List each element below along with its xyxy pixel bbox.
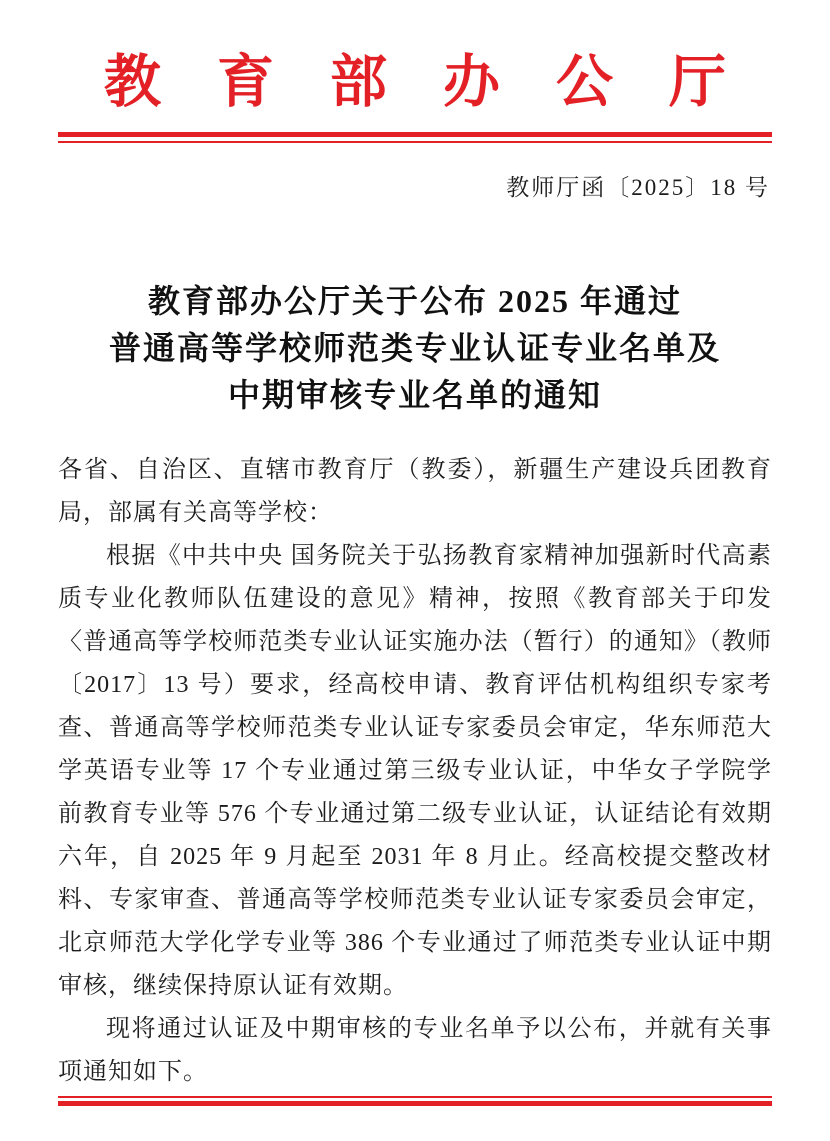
letterhead-org-name: 教育部办公厅	[104, 51, 782, 114]
document-title-line-2: 普通高等学校师范类专业认证专业名单及	[108, 330, 721, 367]
document-title-line-3: 中期审核专业名单的通知	[227, 377, 602, 414]
body-paragraph-2: 现将通过认证及中期审核的专业名单予以公布，并就有关事项通知如下。	[58, 1016, 772, 1086]
divider-thin-line	[58, 141, 772, 143]
body-paragraph-1: 根据《中共中央 国务院关于弘扬教育家精神加强新时代高素质专业化教师队伍建设的意见》精神，按照《教育部关于印发〈普通高等学校师范类专业认证实施办法（暂行）的通知》（教师〔2017〕13 号）要求，经高校申请、教育评估机构组织专家考查、普通高等学校师范类专业认证专家委员会审定，华东师范大学英语专业等 17 个专业通过第三级专业认证，中华女子学院学前教育专业等 576 个专业通过第二级专业认证，认证结论有效期六年，自 2025 年 9 月起至 2031 年 8 月止。经高校提交整改材料、专家审查、普通高等学校师范类专业认证专家委员会审定，北京师范大学化学专业等 386 个专业通过了师范类专业认证中期审核，继续保持原认证有效期。	[58, 543, 772, 1000]
divider-thick-line	[58, 1101, 772, 1106]
letterhead-divider-top	[58, 132, 772, 143]
document-body	[0, 449, 830, 1094]
document-title-line-1: 教育部办公厅关于公布 2025 年通过	[147, 283, 682, 320]
letterhead-divider-bottom	[58, 1096, 772, 1106]
document-title	[0, 278, 830, 419]
salutation: 各省、自治区、直辖市教育厅（教委），新疆生产建设兵团教育局，部属有关高等学校：	[58, 457, 772, 527]
document-number: 教师厅函〔2025〕18 号	[506, 175, 770, 201]
